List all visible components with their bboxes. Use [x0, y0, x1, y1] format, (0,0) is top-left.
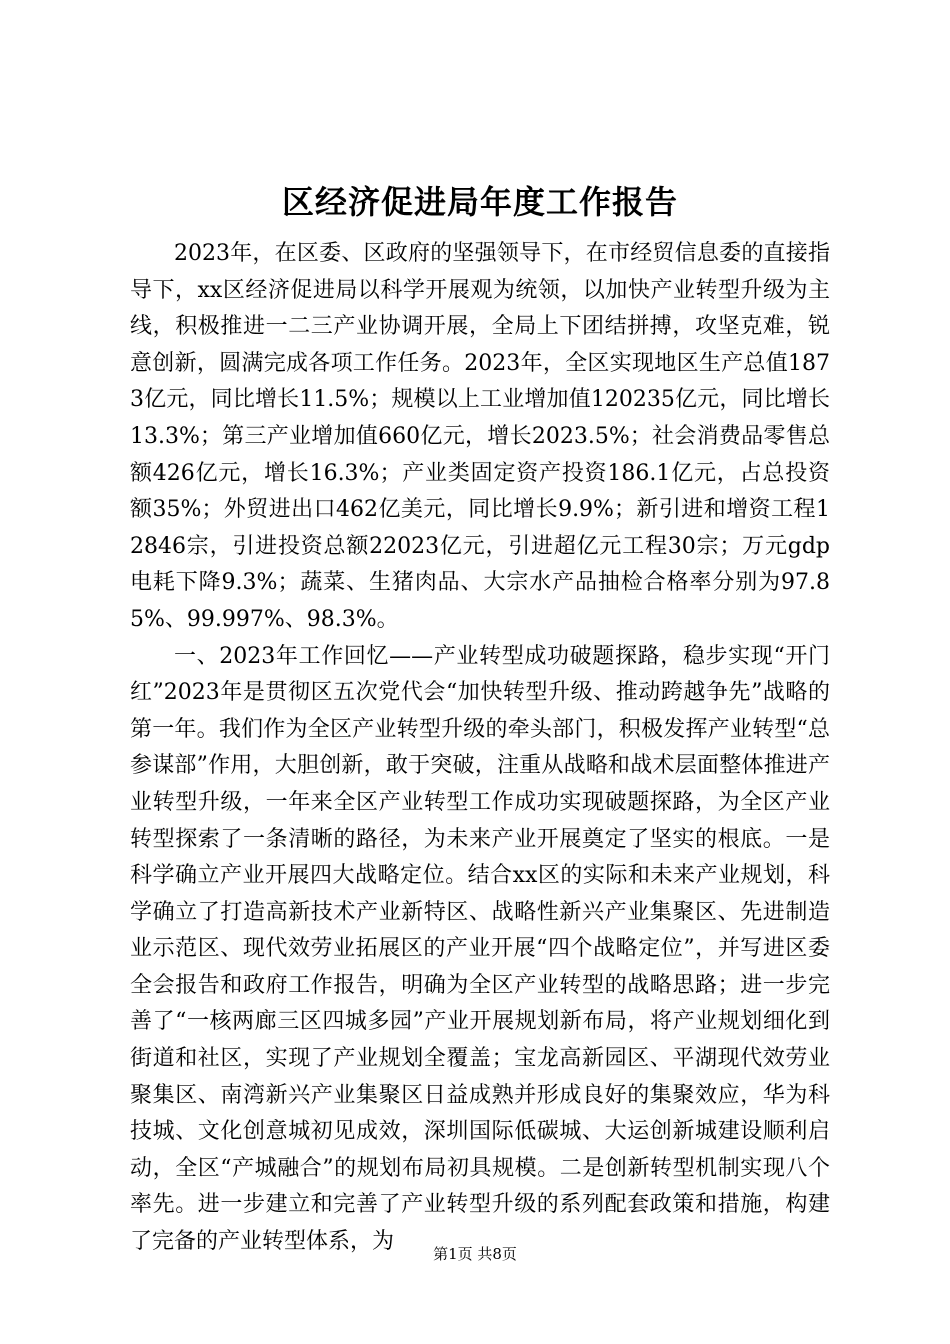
page-number-footer: 第1页 共8页: [433, 1245, 517, 1263]
document-title: 区经济促进局年度工作报告: [281, 183, 678, 221]
document-body: [130, 236, 830, 1261]
paragraph-intro: 2023年，在区委、区政府的坚强领导下，在市经贸信息委的直接指导下，xx区经济促进局以科学开展观为统领，以加快产业转型升级为主线，积极推进一二三产业协调开展，全局上下团结拼搏，攻坚克难，锐意创新，圆满完成各项工作任务。2023年，全区实现地区生产总值1873亿元，同比增长11.5%；规模以上工业增加值120235亿元，同比增长13.3%；第三产业增加值660亿元，增长2023.5%；社会消费品零售总额426亿元，增长16.3%；产业类固定资产投资186.1亿元，占总投资额35%；外贸进出口462亿美元，同比增长9.9%；新引进和增资工程12846宗，引进投资总额22023亿元，引进超亿元工程30宗；万元gdp电耗下降9.3%；蔬菜、生猪肉品、大宗水产品抽检合格率分别为97.85%、99.997%、98.3%。: [130, 241, 830, 632]
paragraph-review: 一、2023年工作回忆——产业转型成功破题探路，稳步实现“开门红”2023年是贯彻区五次党代会“加快转型升级、推动跨越争先”战略的第一年。我们作为全区产业转型升级的牵头部门，积极发挥产业转型“总参谋部”作用，大胆创新，敢于突破，注重从战略和战术层面整体推进产业转型升级，一年来全区产业转型工作成功实现破题探路，为全区产业转型探索了一条清晰的路径，为未来产业开展奠定了坚实的根底。一是科学确立产业开展四大战略定位。结合xx区的实际和未来产业规划，科学确立了打造高新技术产业新特区、战略性新兴产业集聚区、先进制造业示范区、现代效劳业拓展区的产业开展“四个战略定位”，并写进区委全会报告和政府工作报告，明确为全区产业转型的战略思路；进一步完善了“一核两廊三区四城多园”产业开展规划新布局，将产业规划细化到街道和社区，实现了产业规划全覆盖；宝龙高新园区、平湖现代效劳业聚集区、南湾新兴产业集聚区日益成熟并形成良好的集聚效应，华为科技城、文化创意城初见成效，深圳国际低碳城、大运创新城建设顺利启动，全区“产城融合”的规划布局初具规模。二是创新转型机制实现八个率先。进一步建立和完善了产业转型升级的系列配套政策和措施，构建了完备的产业转型体系，为: [130, 643, 830, 1255]
